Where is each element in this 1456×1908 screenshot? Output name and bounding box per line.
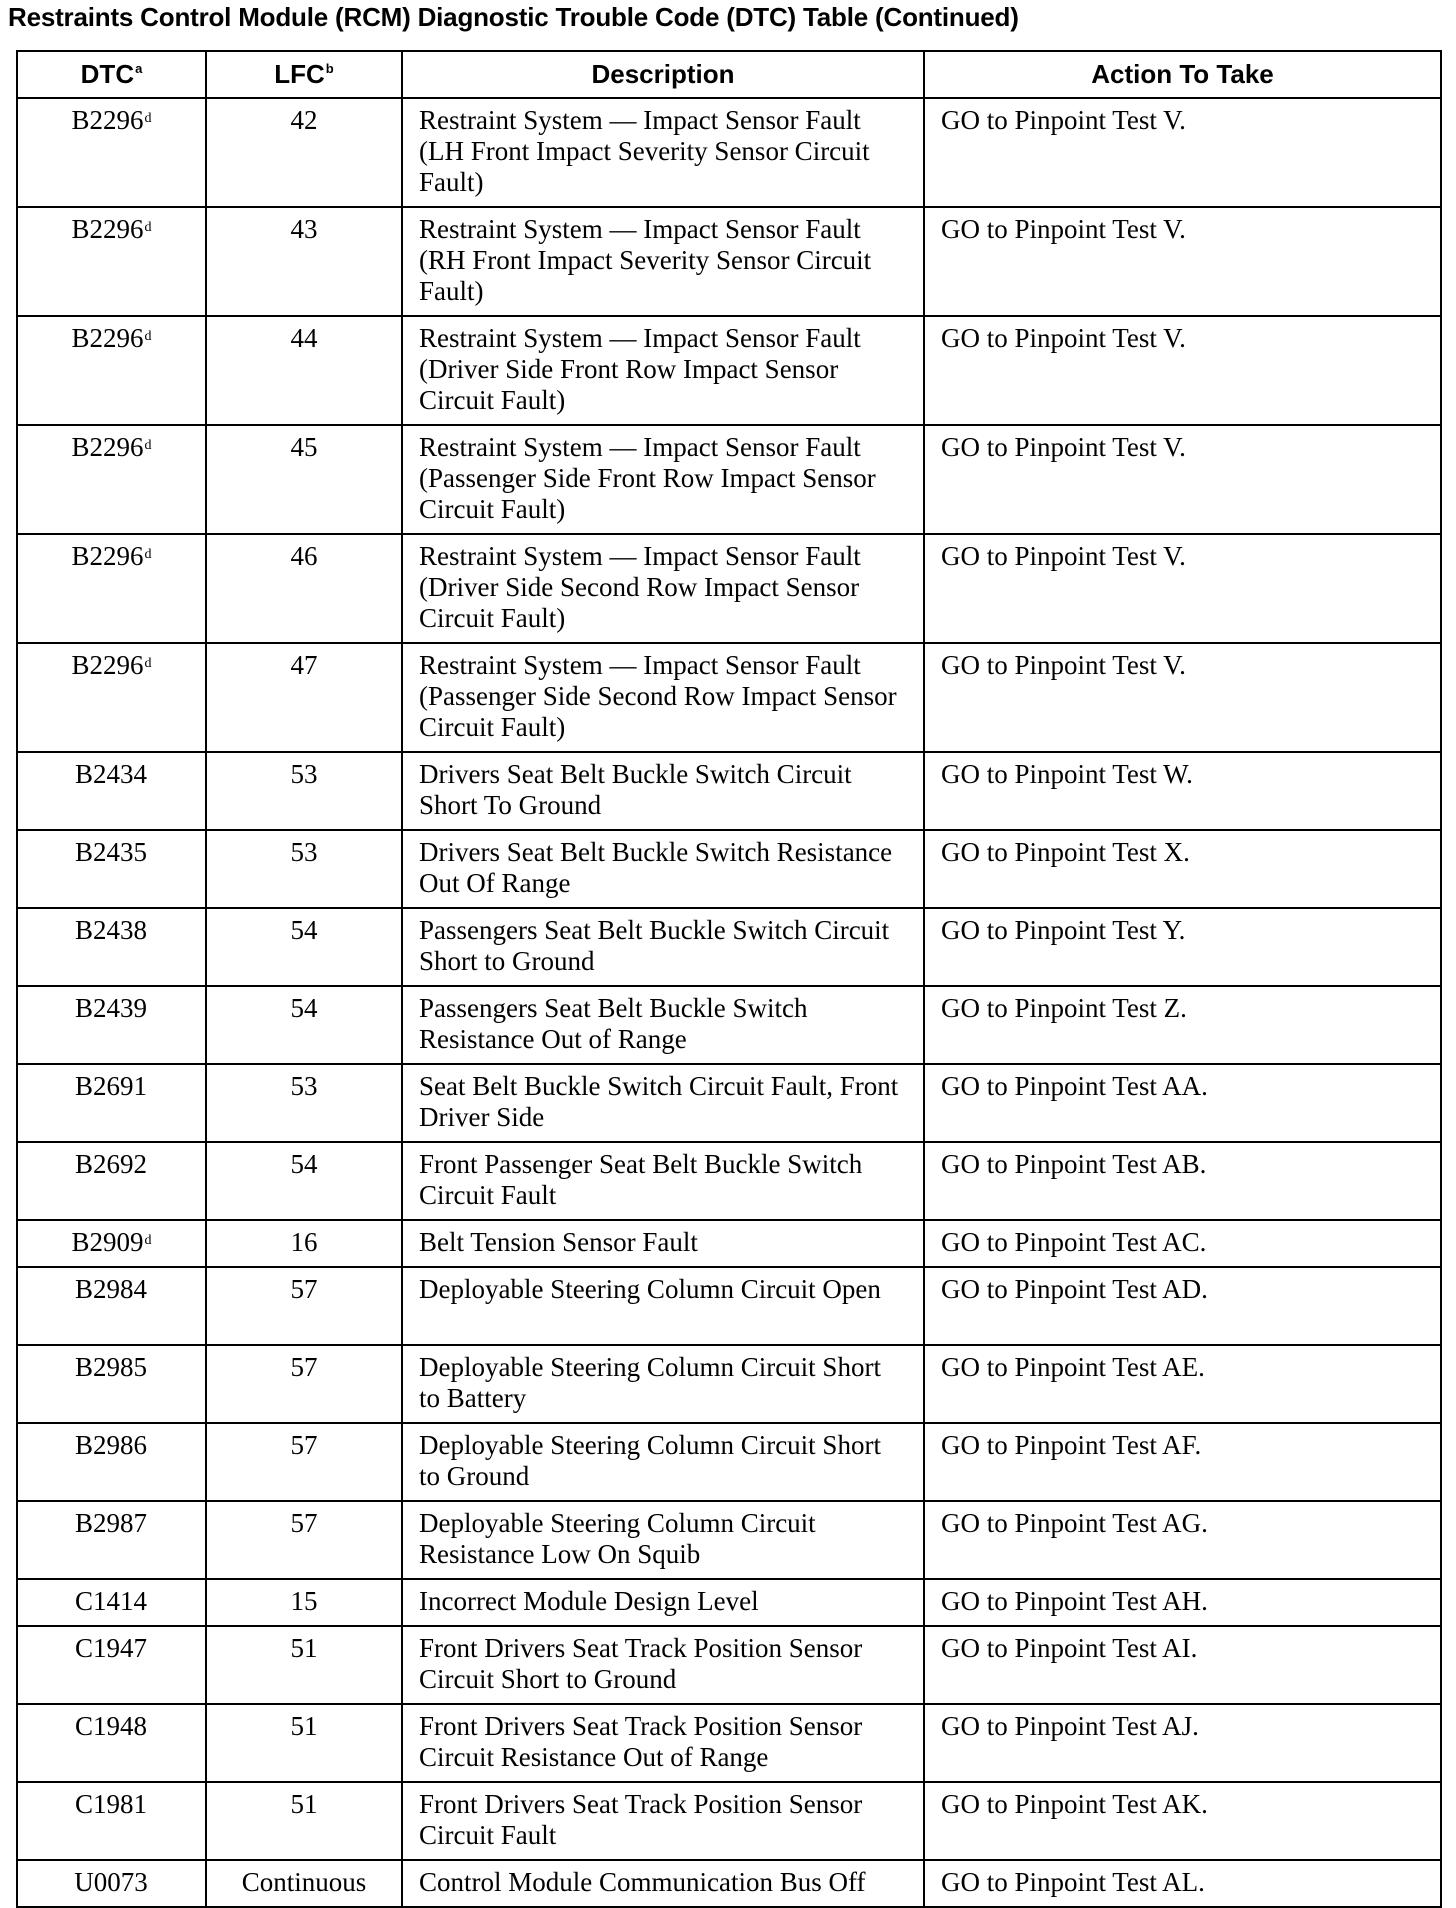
description-cell: Restraint System — Impact Sensor Fault (RH Front Impact Severity Sensor Circuit Fault) <box>402 207 924 316</box>
dtc-cell <box>17 908 206 986</box>
table-row <box>17 643 1441 752</box>
description-cell: Deployable Steering Column Circuit Short to Battery <box>402 1345 924 1423</box>
description-cell: Passengers Seat Belt Buckle Switch Circuit Short to Ground <box>402 908 924 986</box>
action-cell: GO to Pinpoint Test AB. <box>924 1142 1441 1220</box>
description-cell: Drivers Seat Belt Buckle Switch Resistance Out Of Range <box>402 830 924 908</box>
table-row <box>17 1064 1441 1142</box>
action-cell: GO to Pinpoint Test Y. <box>924 908 1441 986</box>
action-cell: GO to Pinpoint Test AF. <box>924 1423 1441 1501</box>
dtc-code: B2296 <box>71 650 144 680</box>
action-cell: GO to Pinpoint Test AK. <box>924 1782 1441 1860</box>
action-cell: GO to Pinpoint Test AI. <box>924 1626 1441 1704</box>
footnote-marker: b <box>325 61 334 76</box>
action-cell: GO to Pinpoint Test Z. <box>924 986 1441 1064</box>
dtc-cell <box>17 1220 206 1267</box>
lfc-cell: 54 <box>206 908 402 986</box>
dtc-cell <box>17 1704 206 1782</box>
dtc-cell <box>17 986 206 1064</box>
column-header-lfc <box>206 51 402 98</box>
dtc-code: C1414 <box>74 1586 147 1616</box>
table-row <box>17 1142 1441 1220</box>
lfc-cell: 47 <box>206 643 402 752</box>
lfc-cell: Continuous <box>206 1860 402 1907</box>
column-header-action: Action To Take <box>924 51 1441 98</box>
description-cell: Front Drivers Seat Track Position Sensor Circuit Resistance Out of Range <box>402 1704 924 1782</box>
description-cell: Restraint System — Impact Sensor Fault (Passenger Side Front Row Impact Sensor Circuit Fault) <box>402 425 924 534</box>
table-row <box>17 425 1441 534</box>
description-cell: Restraint System — Impact Sensor Fault (Passenger Side Second Row Impact Sensor Circuit Fault) <box>402 643 924 752</box>
dtc-cell <box>17 643 206 752</box>
lfc-cell: 57 <box>206 1267 402 1345</box>
table-row <box>17 1782 1441 1860</box>
dtc-code: B2296 <box>71 432 144 462</box>
table-row <box>17 908 1441 986</box>
footnote-marker: a <box>135 61 143 76</box>
lfc-cell: 42 <box>206 98 402 207</box>
table-row <box>17 830 1441 908</box>
lfc-cell: 53 <box>206 752 402 830</box>
lfc-cell: 57 <box>206 1423 402 1501</box>
table-row <box>17 1704 1441 1782</box>
footnote-marker: d <box>144 438 152 453</box>
action-cell: GO to Pinpoint Test AG. <box>924 1501 1441 1579</box>
dtc-cell <box>17 1626 206 1704</box>
dtc-code: C1981 <box>74 1789 147 1819</box>
lfc-cell: 57 <box>206 1501 402 1579</box>
description-cell: Incorrect Module Design Level <box>402 1579 924 1626</box>
action-cell: GO to Pinpoint Test V. <box>924 643 1441 752</box>
description-cell: Front Drivers Seat Track Position Sensor Circuit Fault <box>402 1782 924 1860</box>
table-row <box>17 316 1441 425</box>
table-row <box>17 98 1441 207</box>
lfc-cell: 43 <box>206 207 402 316</box>
action-cell: GO to Pinpoint Test AJ. <box>924 1704 1441 1782</box>
dtc-code: B2435 <box>74 837 147 867</box>
action-cell: GO to Pinpoint Test AC. <box>924 1220 1441 1267</box>
dtc-cell <box>17 1860 206 1907</box>
table-row <box>17 1423 1441 1501</box>
dtc-cell <box>17 1501 206 1579</box>
description-cell: Front Passenger Seat Belt Buckle Switch Circuit Fault <box>402 1142 924 1220</box>
lfc-cell: 44 <box>206 316 402 425</box>
lfc-cell: 15 <box>206 1579 402 1626</box>
action-cell: GO to Pinpoint Test AL. <box>924 1860 1441 1907</box>
footnote-marker: d <box>144 111 152 126</box>
dtc-cell <box>17 425 206 534</box>
description-cell: Drivers Seat Belt Buckle Switch Circuit Short To Ground <box>402 752 924 830</box>
lfc-cell: 53 <box>206 830 402 908</box>
dtc-code: B2296 <box>71 105 144 135</box>
table-row <box>17 534 1441 643</box>
column-header-description: Description <box>402 51 924 98</box>
description-cell: Passengers Seat Belt Buckle Switch Resistance Out of Range <box>402 986 924 1064</box>
description-cell: Deployable Steering Column Circuit Resistance Low On Squib <box>402 1501 924 1579</box>
action-cell: GO to Pinpoint Test AA. <box>924 1064 1441 1142</box>
dtc-cell <box>17 1782 206 1860</box>
action-cell: GO to Pinpoint Test V. <box>924 98 1441 207</box>
table-row <box>17 1501 1441 1579</box>
dtc-cell <box>17 752 206 830</box>
table-row <box>17 1579 1441 1626</box>
dtc-code: C1948 <box>74 1711 147 1741</box>
dtc-code: B2296 <box>71 214 144 244</box>
description-cell: Front Drivers Seat Track Position Sensor Circuit Short to Ground <box>402 1626 924 1704</box>
action-cell: GO to Pinpoint Test V. <box>924 534 1441 643</box>
page-title: Restraints Control Module (RCM) Diagnostic Trouble Code (DTC) Table (Continued) <box>8 2 1019 32</box>
description-cell: Belt Tension Sensor Fault <box>402 1220 924 1267</box>
dtc-cell <box>17 830 206 908</box>
dtc-code: B2692 <box>74 1149 147 1179</box>
table-row <box>17 1860 1441 1907</box>
column-header-dtc <box>17 51 206 98</box>
table-row <box>17 986 1441 1064</box>
dtc-cell <box>17 1423 206 1501</box>
dtc-cell <box>17 207 206 316</box>
dtc-code: U0073 <box>74 1867 148 1897</box>
lfc-cell: 54 <box>206 1142 402 1220</box>
action-cell: GO to Pinpoint Test V. <box>924 316 1441 425</box>
description-cell: Deployable Steering Column Circuit Short to Ground <box>402 1423 924 1501</box>
footnote-marker: d <box>144 329 152 344</box>
dtc-code: B2434 <box>74 759 147 789</box>
action-cell: GO to Pinpoint Test W. <box>924 752 1441 830</box>
dtc-code: C1947 <box>74 1633 147 1663</box>
dtc-cell <box>17 1345 206 1423</box>
lfc-cell: 51 <box>206 1704 402 1782</box>
action-cell: GO to Pinpoint Test AE. <box>924 1345 1441 1423</box>
dtc-cell <box>17 1142 206 1220</box>
dtc-cell <box>17 534 206 643</box>
description-cell: Seat Belt Buckle Switch Circuit Fault, Front Driver Side <box>402 1064 924 1142</box>
dtc-code: B2987 <box>74 1508 147 1538</box>
action-cell: GO to Pinpoint Test V. <box>924 207 1441 316</box>
lfc-cell: 51 <box>206 1626 402 1704</box>
table-row <box>17 207 1441 316</box>
footnote-marker: d <box>144 1233 152 1248</box>
description-cell: Restraint System — Impact Sensor Fault (Driver Side Second Row Impact Sensor Circuit Fault) <box>402 534 924 643</box>
description-cell: Restraint System — Impact Sensor Fault (LH Front Impact Severity Sensor Circuit Fault) <box>402 98 924 207</box>
dtc-code: B2296 <box>71 541 144 571</box>
lfc-cell: 51 <box>206 1782 402 1860</box>
dtc-code: B2986 <box>74 1430 147 1460</box>
lfc-cell: 46 <box>206 534 402 643</box>
lfc-cell: 16 <box>206 1220 402 1267</box>
description-cell: Restraint System — Impact Sensor Fault (Driver Side Front Row Impact Sensor Circuit Fault) <box>402 316 924 425</box>
lfc-cell: 53 <box>206 1064 402 1142</box>
footnote-marker: d <box>144 547 152 562</box>
dtc-code: B2439 <box>74 993 147 1023</box>
footnote-marker: d <box>144 656 152 671</box>
table-row <box>17 1345 1441 1423</box>
dtc-cell <box>17 1064 206 1142</box>
dtc-code: B2984 <box>74 1274 147 1304</box>
action-cell: GO to Pinpoint Test AD. <box>924 1267 1441 1345</box>
table-row <box>17 752 1441 830</box>
dtc-code: B2438 <box>74 915 147 945</box>
dtc-cell <box>17 98 206 207</box>
lfc-cell: 54 <box>206 986 402 1064</box>
table-row <box>17 1626 1441 1704</box>
dtc-code: B2691 <box>74 1071 147 1101</box>
description-cell: Control Module Communication Bus Off <box>402 1860 924 1907</box>
dtc-code: B2985 <box>74 1352 147 1382</box>
description-cell: Deployable Steering Column Circuit Open <box>402 1267 924 1345</box>
action-cell: GO to Pinpoint Test V. <box>924 425 1441 534</box>
dtc-code: B2296 <box>71 323 144 353</box>
table-header-row <box>17 51 1441 98</box>
lfc-cell: 57 <box>206 1345 402 1423</box>
table-row <box>17 1267 1441 1345</box>
dtc-cell <box>17 1267 206 1345</box>
lfc-cell: 45 <box>206 425 402 534</box>
footnote-marker: d <box>144 220 152 235</box>
action-cell: GO to Pinpoint Test X. <box>924 830 1441 908</box>
action-cell: GO to Pinpoint Test AH. <box>924 1579 1441 1626</box>
dtc-cell <box>17 1579 206 1626</box>
dtc-code: B2909 <box>71 1227 144 1257</box>
table-row <box>17 1220 1441 1267</box>
dtc-table <box>16 50 1442 1908</box>
column-header-lfc-label: LFC <box>274 59 325 89</box>
column-header-dtc-label: DTC <box>80 59 135 89</box>
dtc-cell <box>17 316 206 425</box>
